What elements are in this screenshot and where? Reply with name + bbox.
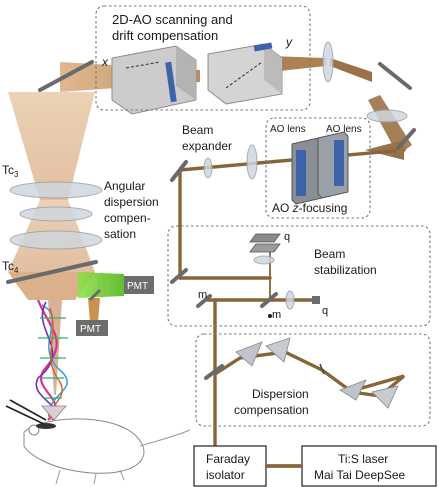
region-beam-stabilization [168, 226, 430, 326]
ao-z-focusing-unit [292, 132, 348, 204]
green-fluorescence-beam [78, 272, 124, 298]
label-axis-x: x [102, 55, 108, 69]
qpd-right [312, 296, 320, 304]
label-m-left: m [198, 289, 208, 301]
label-pmt-top: PMT [127, 281, 149, 292]
label-q-top: q [284, 231, 291, 243]
label-faraday-line2: isolator [206, 468, 245, 482]
label-beam-expander-line2: expander [182, 139, 233, 153]
label-tc4: $Tc_4$ [2, 259, 19, 275]
lens-before-ao [247, 145, 257, 179]
label-angular-line1: Angular [104, 179, 146, 193]
label-angular-line2: dispersion [104, 195, 159, 209]
prism-2 [266, 338, 290, 362]
qpd-top [250, 234, 280, 242]
label-axis-y: y [286, 35, 292, 49]
lens-expander [204, 158, 212, 178]
label-angular-line4: sation [104, 227, 137, 241]
label-ao-lens-right: AO lens [326, 124, 362, 135]
label-laser-line2: Mai Tai DeepSee [314, 468, 406, 482]
focus-cone [42, 406, 66, 420]
lens-right [367, 110, 407, 122]
label-m-bottom: m [272, 309, 282, 321]
prism-3 [340, 380, 366, 400]
label-ao-lens-left: AO lens [270, 124, 306, 135]
label-q-right: q [322, 305, 329, 317]
lens-tc3 [10, 182, 102, 198]
lens-top-right [323, 42, 333, 82]
ao-lens-left-transducer [296, 150, 306, 196]
ao-deflector-x [112, 46, 196, 114]
lens-tc4 [10, 231, 102, 249]
scan-pattern [36, 300, 68, 420]
label-ao-z-focusing: AO z-focusing [272, 201, 348, 215]
lens-stab-right [286, 291, 294, 309]
label-dispersion-line2: compensation [234, 403, 309, 417]
label-tc3: $Tc_3$ [2, 163, 19, 179]
label-pmt-bottom: PMT [80, 324, 102, 335]
label-faraday-line1: Faraday [206, 452, 251, 466]
qpd-top-2 [250, 244, 280, 252]
ao-lens-right-transducer [334, 140, 344, 186]
label-dispersion-line1: Dispersion [252, 387, 309, 401]
label-laser-line1: Ti:S laser [338, 452, 389, 466]
label-beam-stab-line2: stabilization [314, 263, 377, 277]
ao-deflector-y [208, 42, 282, 104]
electrode [6, 400, 46, 424]
label-ao-scanning-line1: 2D-AO scanning and [112, 12, 233, 27]
label-beam-stab-line1: Beam [314, 247, 346, 261]
lens-tc3b [20, 207, 92, 221]
detection-beam-down [88, 298, 100, 322]
mouse-icon [24, 419, 190, 484]
label-angular-line3: compen- [104, 211, 151, 225]
label-ao-scanning-line2: drift compensation [112, 28, 219, 43]
lens-stab-top [254, 256, 274, 264]
beam-upper-right-segment [330, 58, 372, 82]
mirror-top-right [380, 64, 410, 88]
label-beam-expander-line1: Beam [182, 123, 214, 137]
